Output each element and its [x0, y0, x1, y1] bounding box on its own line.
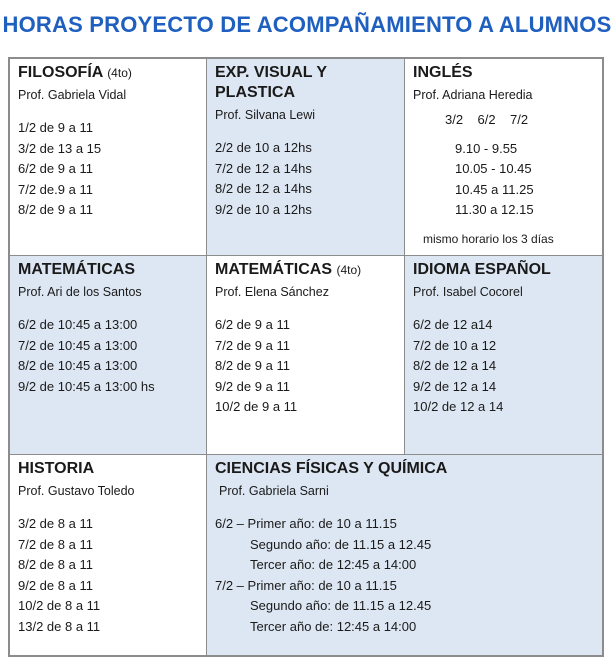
cell-matematicas-2 [206, 255, 405, 455]
schedule-line: 8/2 de 9 a 11 [18, 202, 93, 217]
schedule-line: 10/2 de 8 a 11 [18, 598, 101, 613]
schedule-line: 8/2 de 10:45 a 13:00 [18, 358, 138, 373]
schedule-line: 8/2 de 12 a 14hs [215, 181, 312, 196]
subject-heading [215, 260, 396, 280]
schedule-line: 3/2 de 13 a 15 [18, 140, 102, 156]
schedule-line: 11.30 a 12.15 [455, 202, 534, 217]
schedule-line: 6/2 de 9 a 11 [215, 317, 290, 332]
schedule-line: 6/2 – Primer año: de 10 a 11.15 [215, 516, 397, 531]
subject-name: MATEMÁTICAS [215, 261, 333, 278]
schedule-line: 7/2 de 12 a 14hs [215, 160, 312, 176]
schedule-line: 1/2 de 9 a 11 [18, 120, 93, 135]
schedule-line: 9/2 de 9 a 11 [215, 378, 290, 394]
cell-filosofia [9, 58, 207, 256]
footer-note: mismo horario los 3 días [423, 231, 554, 246]
schedule-line: 7/2 de 10:45 a 13:00 [18, 337, 138, 353]
subject-name-line2: PLASTICA [215, 84, 295, 101]
schedule-line: 7/2 – Primer año: de 10 a 11.15 [215, 577, 397, 593]
schedule-line: 7/2 de.9 a 11 [18, 181, 93, 197]
schedule-line: Segundo año: de 11.15 a 12.45 [250, 536, 432, 552]
schedule-line: 6/2 de 12 a14 [413, 317, 493, 332]
schedule-line: 8/2 de 12 a 14 [413, 358, 497, 373]
schedule-line: 13/2 de 8 a 11 [18, 618, 101, 634]
schedule-line: 9/2 de 12 a 14 [413, 378, 497, 394]
page-title: HORAS PROYECTO DE ACOMPAÑAMIENTO A ALUMNOS [2, 12, 612, 37]
subject-name: IDIOMA ESPAÑOL [413, 261, 551, 278]
schedule-line: 7/2 de 10 a 12 [413, 337, 497, 353]
schedule-line: 7/2 de 9 a 11 [215, 337, 290, 353]
subject-note: (4to) [107, 66, 132, 80]
schedule-line: 2/2 de 10 a 12hs [215, 140, 312, 155]
schedule-line: 8/2 de 9 a 11 [215, 358, 290, 373]
schedule-line: 9.10 - 9.55 [455, 140, 518, 156]
schedule-line: Segundo año: de 11.15 a 12.45 [250, 598, 432, 613]
schedule-line: 10.45 a 11.25 [455, 181, 534, 197]
teacher-name: Prof. Silvana Lewi [215, 108, 316, 122]
teacher-name: Prof. Gustavo Toledo [18, 484, 135, 498]
cell-visual [206, 58, 405, 256]
schedule-line: 9/2 de 10 a 12hs [215, 201, 312, 217]
teacher-name: Prof. Ari de los Santos [18, 285, 142, 299]
subject-note: (4to) [336, 263, 362, 277]
subject-name: MATEMÁTICAS [18, 261, 136, 278]
schedule-line: 10/2 de 9 a 11 [215, 399, 298, 414]
subject-name: HISTORIA [18, 460, 95, 477]
schedule-line: 10/2 de 12 a 14 [413, 399, 504, 414]
teacher-name: Prof. Gabriela Sarni [219, 484, 329, 498]
schedule-line: 6/2 de 9 a 11 [18, 161, 93, 176]
schedule-line: 3/2 de 8 a 11 [18, 516, 93, 531]
teacher-name: Prof. Adriana Heredia [413, 88, 533, 102]
days-line: 3/2 6/2 7/2 [445, 112, 529, 127]
subject-name: INGLÉS [413, 64, 473, 81]
subject-name: FILOSOFÍA [18, 64, 103, 81]
schedule-line: 9/2 de 8 a 11 [18, 577, 93, 593]
teacher-name: Prof. Gabriela Vidal [18, 88, 127, 102]
schedule-line: 10.05 - 10.45 [455, 161, 532, 176]
subject-name: EXP. VISUAL Y [215, 64, 328, 81]
teacher-name: Prof. Isabel Cocorel [413, 285, 523, 299]
schedule-line: Tercer año de: 12:45 a 14:00 [250, 618, 417, 634]
subject-name: CIENCIAS FÍSICAS Y QUÍMICA [215, 460, 448, 477]
schedule-line: 9/2 de 10:45 a 13:00 hs [18, 378, 155, 394]
schedule-line: Tercer año: de 12:45 a 14:00 [250, 557, 417, 572]
subject-heading [18, 63, 198, 83]
cell-matematicas-1 [9, 255, 207, 455]
schedule-table [8, 57, 604, 657]
schedule-line: 6/2 de 10:45 a 13:00 [18, 317, 138, 332]
cell-ciencias [206, 454, 603, 656]
teacher-name: Prof. Elena Sánchez [215, 285, 329, 299]
cell-espanol [404, 255, 603, 455]
schedule-line: 8/2 de 8 a 11 [18, 557, 93, 572]
cell-ingles [404, 58, 603, 256]
schedule-line: 7/2 de 8 a 11 [18, 536, 93, 552]
cell-historia [9, 454, 207, 656]
